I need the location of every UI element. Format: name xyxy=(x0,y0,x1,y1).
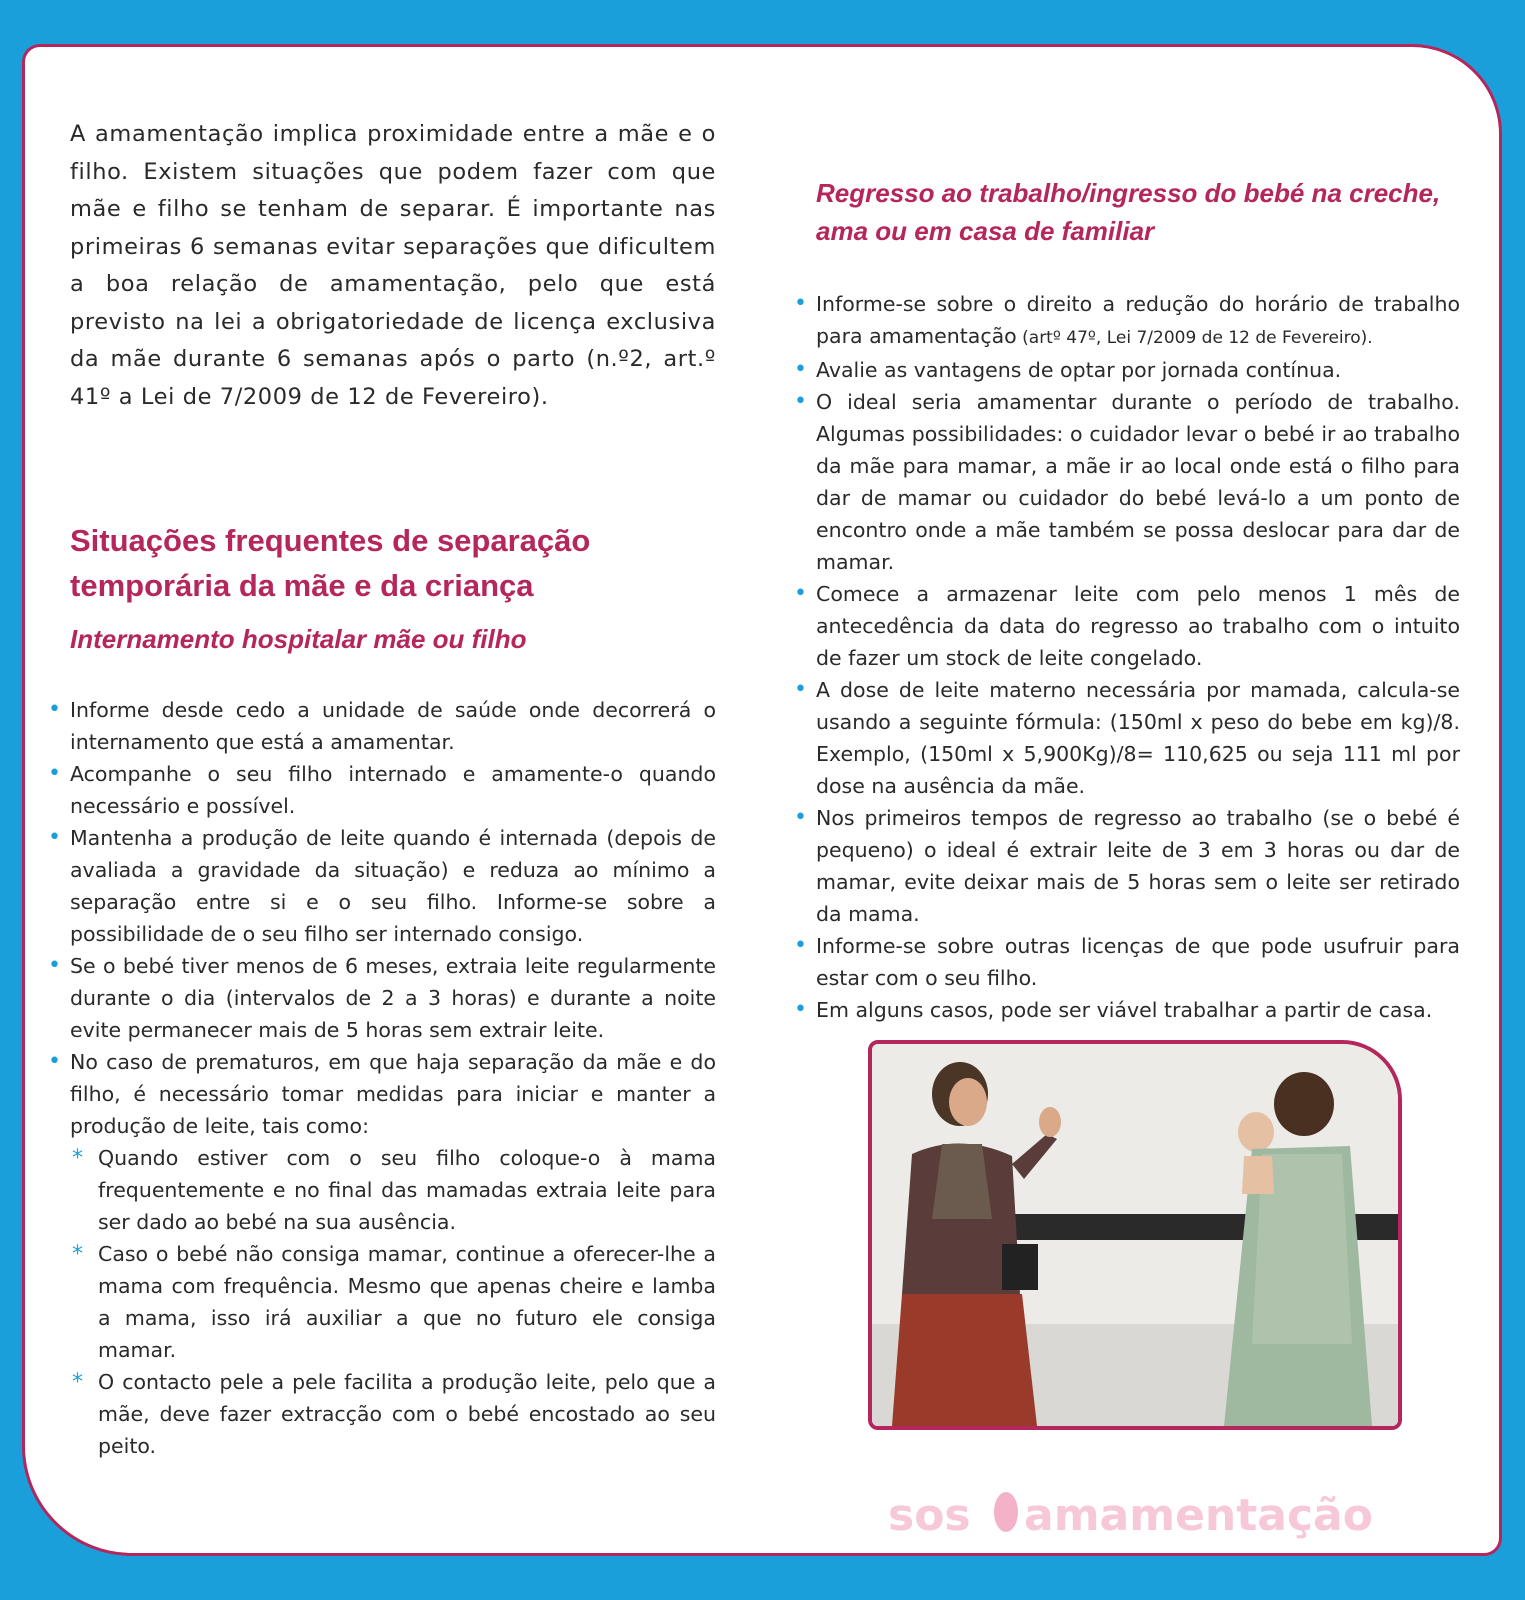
asterisk-icon: * xyxy=(72,1370,83,1395)
bullet-icon: • xyxy=(794,933,807,958)
hospital-list xyxy=(48,694,716,1462)
logo-text-right: amamentação xyxy=(1024,1490,1373,1541)
bullet-icon: • xyxy=(48,825,61,850)
asterisk-icon: * xyxy=(72,1146,83,1171)
list-item: • Se o bebé tiver menos de 6 meses, extraia leite regularmente durante o dia (intervalos de 2 a 3 horas) e durante a noite evite permanecer mais de 5 horas sem extrair leite. xyxy=(70,950,716,1046)
premature-sublist xyxy=(70,1142,716,1462)
intro-paragraph: A amamentação implica proximidade entre a mãe e o filho. Existem situações que podem fazer com que mãe e filho se tenham de separar. É importante nas primeiras 6 semanas evitar separações que dificultem a boa relação de amamentação, pelo que está previsto na lei a obrigatoriedade de licença exclusiva da mãe durante 6 semanas após o parto (n.º2, art.º 41º a Lei de 7/2009 de 12 de Fevereiro). xyxy=(70,121,716,410)
bullet-icon: • xyxy=(48,1049,61,1074)
list-item: • Informe-se sobre outras licenças de que pode usufruir para estar com o seu filho. xyxy=(816,930,1460,994)
section-title xyxy=(70,518,710,608)
bullet-icon: • xyxy=(794,677,807,702)
list-item: • Informe-se sobre o direito a redução do horário de trabalho para amamentação (artº 47º, Lei 7/2009 de 12 de Fevereiro). xyxy=(816,288,1460,354)
hospital-subtitle: Internamento hospitalar mãe ou filho xyxy=(70,624,527,654)
sublist-item: * Quando estiver com o seu filho coloque-o à mama frequentemente e no final das mamadas extraia leite para ser dado ao bebé na sua ausência. xyxy=(98,1142,716,1238)
sublist-item: * O contacto pele a pele facilita a produção leite, pelo que a mãe, deve fazer extracção com o bebé encostado ao seu peito. xyxy=(98,1366,716,1462)
logo-text-left: sos xyxy=(888,1490,971,1541)
section-title-line-1: Situações frequentes de separação xyxy=(70,523,591,558)
sos-amamentacao-logo xyxy=(888,1482,1408,1542)
bullet-icon: • xyxy=(48,953,61,978)
bullet-icon: • xyxy=(794,581,807,606)
work-subtitle: Regresso ao trabalho/ingresso do bebé na creche, ama ou em casa de familiar xyxy=(816,178,1441,246)
photo-illustration xyxy=(872,1044,1398,1426)
bullet-icon: • xyxy=(794,805,807,830)
bullet-icon: • xyxy=(48,697,61,722)
asterisk-icon: * xyxy=(72,1242,83,1267)
bullet-icon: • xyxy=(794,389,807,414)
list-item: • No caso de prematuros, em que haja separação da mãe e do filho, é necessário tomar medidas para iniciar e manter a produção de leite, tais como: * Quando estiver com o seu filho coloque-o à mama frequentemente e no final das mamadas extraia leite para ser dado ao bebé na sua ausência. * Caso o bebé não consiga mamar, continue a oferecer-lhe a mama com frequência. Mesmo que apenas cheire e lamba a mama, isso irá auxiliar a que no futuro ele consiga mamar. * O contacto pele a pele facilita a produção leite, pelo que a mãe, deve fazer extracção com o bebé encostado ao seu peito. xyxy=(70,1046,716,1462)
list-item: • Comece a armazenar leite com pelo menos 1 mês de antecedência da data do regresso ao trabalho com o intuito de fazer um stock de leite congelado. xyxy=(816,578,1460,674)
list-item: • A dose de leite materno necessária por mamada, calcula-se usando a seguinte fórmula: (150ml x peso do bebe em kg)/8. Exemplo, (150ml x 5,900Kg)/8= 110,625 ou seja 111 ml por dose na ausência da mãe. xyxy=(816,674,1460,802)
bullet-icon: • xyxy=(794,291,807,316)
bullet-icon: • xyxy=(794,997,807,1022)
section-title-line-2: temporária da mãe e da criança xyxy=(70,568,534,603)
list-item: • Nos primeiros tempos de regresso ao trabalho (se o bebé é pequeno) o ideal é extrair leite de 3 em 3 horas ou dar de mamar, evite deixar mais de 5 horas sem o leite ser retirado da mama. xyxy=(816,802,1460,930)
list-item: • Em alguns casos, pode ser viável trabalhar a partir de casa. xyxy=(816,994,1460,1026)
bullet-icon: • xyxy=(794,357,807,382)
logo-figure-icon xyxy=(994,1492,1018,1532)
list-item: • Acompanhe o seu filho internado e amamente-o quando necessário e possível. xyxy=(70,758,716,822)
list-item: • Mantenha a produção de leite quando é internada (depois de avaliada a gravidade da situação) e reduza ao mínimo a separação entre si e o seu filho. Informe-se sobre a possibilidade de o seu filho ser internado consigo. xyxy=(70,822,716,950)
photo-mothers-with-baby xyxy=(868,1040,1402,1430)
sublist-item: * Caso o bebé não consiga mamar, continue a oferecer-lhe a mama com frequência. Mesmo que apenas cheire e lamba a mama, isso irá auxiliar a que no futuro ele consiga mamar. xyxy=(98,1238,716,1366)
list-item: • Informe desde cedo a unidade de saúde onde decorrerá o internamento que está a amamentar. xyxy=(70,694,716,758)
list-item: • Avalie as vantagens de optar por jornada contínua. xyxy=(816,354,1460,386)
list-item: • O ideal seria amamentar durante o período de trabalho. Algumas possibilidades: o cuidador levar o bebé ir ao trabalho da mãe para mamar, a mãe ir ao local onde está o filho para dar de mamar ou cuidador do bebé levá-lo a um ponto de encontro onde a mãe também se possa deslocar para dar de mamar. xyxy=(816,386,1460,578)
work-list xyxy=(794,288,1460,1026)
bullet-icon: • xyxy=(48,761,61,786)
